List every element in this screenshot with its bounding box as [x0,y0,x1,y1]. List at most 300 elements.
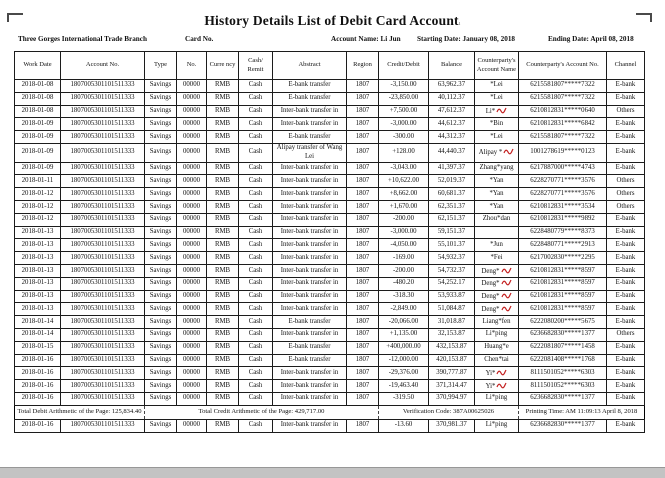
cell-abstract: Inter-bank transfer in [273,392,347,405]
cell-cash-remit: Cash [239,92,273,105]
cell-counterparty-account-no: 1001278619*****0123 [519,143,607,162]
cell-no: 00000 [177,118,207,131]
cell-counterparty-account-no: 6228270771*****3576 [519,175,607,188]
cell-cash-remit: Cash [239,329,273,342]
cell-counterparty-account-no: 6217887000*****4743 [519,162,607,175]
table-row [15,329,645,342]
cell-abstract: Inter-bank transfer in [273,162,347,175]
cell-counterparty-account-name [475,226,519,239]
cell-counterparty-account-name: Zhang*yang [475,162,519,175]
cell-account-no: 1807005301101511333 [61,290,145,303]
cell-counterparty-account-no: 6210812831*****6842 [519,118,607,131]
cell-no: 00000 [177,341,207,354]
cell-channel: Others [607,175,645,188]
cell-channel: E-bank [607,303,645,316]
cell-account-no: 1807005301101511333 [61,226,145,239]
cell-credit-debit: +400,000.00 [379,341,429,354]
table-row [15,354,645,367]
cell-abstract: Inter-bank transfer in [273,118,347,131]
cell-type: Savings [145,303,177,316]
table-row [15,277,645,290]
cell-credit-debit: -480.20 [379,277,429,290]
cell-cash-remit: Cash [239,80,273,93]
cell-abstract: Inter-bank transfer in [273,175,347,188]
table-row [15,143,645,162]
cell-region: 1807 [347,329,379,342]
cell-cash-remit: Cash [239,277,273,290]
cell-abstract: Inter-bank transfer in [273,329,347,342]
cell-balance: 41,397.37 [429,162,475,175]
cell-counterparty-account-name: Yi* [475,367,519,380]
cell-account-no: 1807005301101511333 [61,392,145,405]
cell-cash-remit: Cash [239,188,273,201]
cell-credit-debit: -3,150.00 [379,80,429,93]
cell-counterparty-account-no: 6222081408*****1768 [519,354,607,367]
cell-channel: E-bank [607,419,645,432]
cell-type: Savings [145,213,177,226]
cell-type: Savings [145,265,177,278]
cell-work-date: 2018-01-15 [15,341,61,354]
cell-channel: Others [607,329,645,342]
cell-region: 1807 [347,316,379,329]
cell-region: 1807 [347,105,379,118]
cell-account-no: 1807005301101511333 [61,239,145,252]
cell-account-no: 1807005301101511333 [61,105,145,118]
cell-account-no: 1807005301101511333 [61,201,145,214]
cell-balance: 432,153.87 [429,341,475,354]
cell-balance: 32,153.87 [429,329,475,342]
cell-channel: Others [607,188,645,201]
cell-credit-debit: +1,670.00 [379,201,429,214]
cell-no: 00000 [177,131,207,144]
cell-no: 00000 [177,367,207,380]
cell-cash-remit: Cash [239,105,273,118]
cell-balance: 370,981.37 [429,419,475,432]
cell-no: 00000 [177,162,207,175]
cell-type: Savings [145,341,177,354]
cell-type: Savings [145,175,177,188]
cell-type: Savings [145,201,177,214]
table-row [15,341,645,354]
cell-no: 00000 [177,252,207,265]
cell-cash-remit: Cash [239,201,273,214]
cell-channel: E-bank [607,131,645,144]
cell-account-no: 1807005301101511333 [61,80,145,93]
cell-counterparty-account-no: 6210812831*****8597 [519,303,607,316]
cell-cash-remit: Cash [239,226,273,239]
cell-cash-remit: Cash [239,252,273,265]
red-squiggle-icon [501,278,512,286]
cell-counterparty-account-name: Deng* [475,277,519,290]
cell-channel: E-bank [607,162,645,175]
cell-account-no: 1807005301101511333 [61,329,145,342]
cell-counterparty-account-no: 6210812831*****0640 [519,105,607,118]
cell-abstract: Inter-bank transfer in [273,277,347,290]
table-row [15,118,645,131]
cell-credit-debit: -200.00 [379,213,429,226]
cell-currency: RMB [207,380,239,393]
cell-balance: 44,440.37 [429,143,475,162]
column-header-abstract: Abstract [273,52,347,80]
cell-balance: 31,018.87 [429,316,475,329]
cell-currency: RMB [207,354,239,367]
cell-no: 00000 [177,380,207,393]
cell-work-date: 2018-01-13 [15,277,61,290]
table-row [15,419,645,432]
cell-account-no: 1807005301101511333 [61,380,145,393]
red-squiggle-icon [496,106,507,114]
summary-cell: Total Debit Arithmetic of the Page: 125,834.40 [15,405,145,419]
cell-work-date: 2018-01-08 [15,80,61,93]
cell-counterparty-account-name: Liang*fen [475,316,519,329]
cell-counterparty-account-no: 6236682830*****1377 [519,329,607,342]
cell-region: 1807 [347,201,379,214]
cell-abstract: Alipay transfer of Wang Lei [273,143,347,162]
cell-cash-remit: Cash [239,354,273,367]
cell-counterparty-account-name: Chen*tai [475,354,519,367]
cell-counterparty-account-no: 8111501052*****6303 [519,367,607,380]
cell-balance: 54,732.37 [429,265,475,278]
cell-balance: 44,612.37 [429,118,475,131]
cell-abstract: E-bank transfer [273,354,347,367]
table-row [15,252,645,265]
cell-account-no: 1807005301101511333 [61,175,145,188]
cell-counterparty-account-name: Li*ping [475,329,519,342]
cell-currency: RMB [207,303,239,316]
cell-counterparty-account-no: 6215581807*****7322 [519,131,607,144]
cell-work-date: 2018-01-13 [15,290,61,303]
cell-work-date: 2018-01-16 [15,380,61,393]
cell-region: 1807 [347,380,379,393]
cell-no: 00000 [177,316,207,329]
branch-name: Three Gorges International Trade Branch [18,35,147,43]
cell-region: 1807 [347,277,379,290]
table-row [15,303,645,316]
account-name: Account Name: Li Jun [331,35,401,43]
cell-channel: E-bank [607,316,645,329]
table-row [15,316,645,329]
cell-type: Savings [145,118,177,131]
cell-credit-debit: -318.30 [379,290,429,303]
cell-currency: RMB [207,277,239,290]
cell-no: 00000 [177,92,207,105]
cell-work-date: 2018-01-11 [15,175,61,188]
cell-credit-debit: +7,500.00 [379,105,429,118]
table-row [15,162,645,175]
cell-balance: 390,777.87 [429,367,475,380]
cell-cash-remit: Cash [239,316,273,329]
table-row [15,290,645,303]
cell-channel: E-bank [607,80,645,93]
red-squiggle-icon [501,266,512,274]
cell-balance: 54,932.37 [429,252,475,265]
cell-cash-remit: Cash [239,118,273,131]
cell-abstract: Inter-bank transfer in [273,239,347,252]
cell-region: 1807 [347,367,379,380]
cell-account-no: 1807005301101511333 [61,188,145,201]
cell-currency: RMB [207,265,239,278]
cell-currency: RMB [207,162,239,175]
cell-abstract: E-bank transfer [273,131,347,144]
cell-balance: 60,681.37 [429,188,475,201]
cell-work-date: 2018-01-12 [15,188,61,201]
cell-work-date: 2018-01-13 [15,252,61,265]
cell-account-no: 1807005301101511333 [61,367,145,380]
cell-credit-debit: -3,043.00 [379,162,429,175]
cell-credit-debit: -3,000.00 [379,118,429,131]
summary-cell: Printing Time: AM 11:09:13 April 8, 2018 [519,405,645,419]
cell-cash-remit: Cash [239,380,273,393]
cell-type: Savings [145,392,177,405]
cell-region: 1807 [347,213,379,226]
cell-balance: 63,962.37 [429,80,475,93]
cell-currency: RMB [207,226,239,239]
table-row [15,392,645,405]
cell-credit-debit: -4,050.00 [379,239,429,252]
cell-counterparty-account-no: 6210812831*****8597 [519,265,607,278]
red-squiggle-icon [496,381,507,389]
cell-type: Savings [145,105,177,118]
cell-counterparty-account-name: *Bin [475,118,519,131]
summary-cell: Verification Code: 387A00625026 [379,405,519,419]
cell-region: 1807 [347,143,379,162]
cell-no: 00000 [177,226,207,239]
cell-region: 1807 [347,92,379,105]
cell-work-date: 2018-01-13 [15,265,61,278]
cell-channel: E-bank [607,341,645,354]
cell-account-no: 1807005301101511333 [61,252,145,265]
cell-region: 1807 [347,419,379,432]
summary-row [15,405,645,419]
column-header-work-date: Work Date [15,52,61,80]
cell-credit-debit: -200.00 [379,265,429,278]
header-row [15,52,645,80]
cell-currency: RMB [207,341,239,354]
cell-currency: RMB [207,131,239,144]
cell-work-date: 2018-01-14 [15,316,61,329]
table-row [15,105,645,118]
cell-abstract: Inter-bank transfer in [273,201,347,214]
cell-region: 1807 [347,118,379,131]
cell-no: 00000 [177,213,207,226]
cell-currency: RMB [207,143,239,162]
column-header-type: Type [145,52,177,80]
cell-abstract: E-bank transfer [273,80,347,93]
table-row [15,80,645,93]
cell-currency: RMB [207,419,239,432]
column-header-region: Region [347,52,379,80]
cell-counterparty-account-no: 6210812831*****3534 [519,201,607,214]
cell-region: 1807 [347,252,379,265]
cell-abstract: Inter-bank transfer in [273,213,347,226]
cell-counterparty-account-name: *Fei [475,252,519,265]
cell-counterparty-account-name: Deng* [475,290,519,303]
cell-type: Savings [145,80,177,93]
cell-cash-remit: Cash [239,290,273,303]
cell-currency: RMB [207,118,239,131]
cell-credit-debit: -3,000.00 [379,226,429,239]
cell-type: Savings [145,290,177,303]
cell-abstract: Inter-bank transfer in [273,380,347,393]
cell-no: 00000 [177,143,207,162]
cell-channel: Others [607,105,645,118]
cell-balance: 44,312.37 [429,131,475,144]
table-row [15,175,645,188]
cell-currency: RMB [207,392,239,405]
cell-counterparty-account-name: *Yan [475,188,519,201]
cell-counterparty-account-name: Deng* [475,303,519,316]
cell-abstract: Inter-bank transfer in [273,265,347,278]
cell-account-no: 1807005301101511333 [61,419,145,432]
cell-region: 1807 [347,239,379,252]
cell-counterparty-account-name: Li* [475,105,519,118]
cell-region: 1807 [347,188,379,201]
cell-currency: RMB [207,105,239,118]
cell-account-no: 1807005301101511333 [61,92,145,105]
cell-work-date: 2018-01-09 [15,143,61,162]
table-row [15,188,645,201]
table-row [15,265,645,278]
table-body [15,80,645,433]
cell-counterparty-account-name: Yi* [475,380,519,393]
page-corner-mark-left [7,13,23,22]
scan-background-strip [0,467,665,478]
cell-work-date: 2018-01-16 [15,367,61,380]
cell-balance: 420,153.87 [429,354,475,367]
cell-work-date: 2018-01-13 [15,303,61,316]
cell-no: 00000 [177,303,207,316]
cell-abstract: Inter-bank transfer in [273,105,347,118]
cell-credit-debit: -300.00 [379,131,429,144]
cell-abstract: E-bank transfer [273,92,347,105]
cell-balance: 62,151.37 [429,213,475,226]
cell-counterparty-account-no: 6210812831*****8597 [519,277,607,290]
cell-type: Savings [145,92,177,105]
cell-region: 1807 [347,303,379,316]
cell-work-date: 2018-01-09 [15,118,61,131]
cell-counterparty-account-no: 6228480771*****2913 [519,239,607,252]
cell-no: 00000 [177,188,207,201]
page-title: History Details List of Debit Card Accountı [204,13,461,28]
cell-abstract: E-bank transfer [273,341,347,354]
cell-currency: RMB [207,329,239,342]
cell-abstract: Inter-bank transfer in [273,226,347,239]
cell-counterparty-account-no: 6215581807*****7322 [519,92,607,105]
cell-cash-remit: Cash [239,239,273,252]
statement-table [14,51,645,433]
table-header [15,52,645,80]
cell-credit-debit: -169.00 [379,252,429,265]
cell-account-no: 1807005301101511333 [61,354,145,367]
cell-no: 00000 [177,277,207,290]
cell-no: 00000 [177,392,207,405]
cell-region: 1807 [347,175,379,188]
cell-counterparty-account-name: Deng* [475,265,519,278]
cell-account-no: 1807005301101511333 [61,316,145,329]
summary-cell: Total Credit Arithmetic of the Page: 429,717.00 [145,405,379,419]
cell-cash-remit: Cash [239,419,273,432]
cell-work-date: 2018-01-13 [15,239,61,252]
cell-account-no: 1807005301101511333 [61,265,145,278]
cell-currency: RMB [207,252,239,265]
table-row [15,226,645,239]
statement-meta [0,35,665,47]
cell-work-date: 2018-01-09 [15,162,61,175]
cell-type: Savings [145,226,177,239]
cell-channel: E-bank [607,380,645,393]
cell-counterparty-account-name: Li*ping [475,419,519,432]
cell-counterparty-account-no: 6217002830*****2295 [519,252,607,265]
cell-type: Savings [145,131,177,144]
cell-cash-remit: Cash [239,131,273,144]
cell-counterparty-account-no: 6210812831*****8597 [519,290,607,303]
cell-currency: RMB [207,188,239,201]
cell-type: Savings [145,419,177,432]
cell-region: 1807 [347,131,379,144]
table-row [15,92,645,105]
cell-no: 00000 [177,265,207,278]
cell-region: 1807 [347,265,379,278]
cell-counterparty-account-name: Zhou*dan [475,213,519,226]
cell-balance: 54,252.17 [429,277,475,290]
column-header-currency: Curre ncy [207,52,239,80]
cell-channel: E-bank [607,226,645,239]
cell-abstract: Inter-bank transfer in [273,419,347,432]
cell-balance: 51,084.87 [429,303,475,316]
cell-cash-remit: Cash [239,392,273,405]
cell-balance: 59,151.37 [429,226,475,239]
cell-counterparty-account-no: 6210812831*****9892 [519,213,607,226]
cell-account-no: 1807005301101511333 [61,118,145,131]
cell-balance: 55,101.37 [429,239,475,252]
cell-credit-debit: -319.50 [379,392,429,405]
cell-credit-debit: -2,849.00 [379,303,429,316]
cell-currency: RMB [207,290,239,303]
cell-counterparty-account-name: *Lei [475,80,519,93]
cell-counterparty-account-no: 6222080200*****5675 [519,316,607,329]
cell-credit-debit: -19,463.40 [379,380,429,393]
cell-type: Savings [145,380,177,393]
cell-type: Savings [145,162,177,175]
cell-currency: RMB [207,201,239,214]
cell-channel: E-bank [607,143,645,162]
cell-balance: 371,314.47 [429,380,475,393]
cell-counterparty-account-name: Alipay * [475,143,519,162]
cell-channel: E-bank [607,290,645,303]
cell-balance: 370,994.97 [429,392,475,405]
column-header-credit-debit: Credit/Debit [379,52,429,80]
cell-type: Savings [145,367,177,380]
cell-cash-remit: Cash [239,265,273,278]
cell-channel: E-bank [607,277,645,290]
cell-credit-debit: +10,622.00 [379,175,429,188]
cell-channel: E-bank [607,367,645,380]
cell-work-date: 2018-01-12 [15,213,61,226]
cell-type: Savings [145,277,177,290]
cell-type: Savings [145,354,177,367]
cell-no: 00000 [177,354,207,367]
cell-cash-remit: Cash [239,162,273,175]
cell-region: 1807 [347,392,379,405]
cell-type: Savings [145,316,177,329]
column-header-balance: Balance [429,52,475,80]
cell-counterparty-account-name: Huang*e [475,341,519,354]
cell-credit-debit: +1,135.00 [379,329,429,342]
cell-credit-debit: -20,066.00 [379,316,429,329]
cell-balance: 40,112.37 [429,92,475,105]
cell-account-no: 1807005301101511333 [61,162,145,175]
cell-counterparty-account-no: 6228480779*****8373 [519,226,607,239]
